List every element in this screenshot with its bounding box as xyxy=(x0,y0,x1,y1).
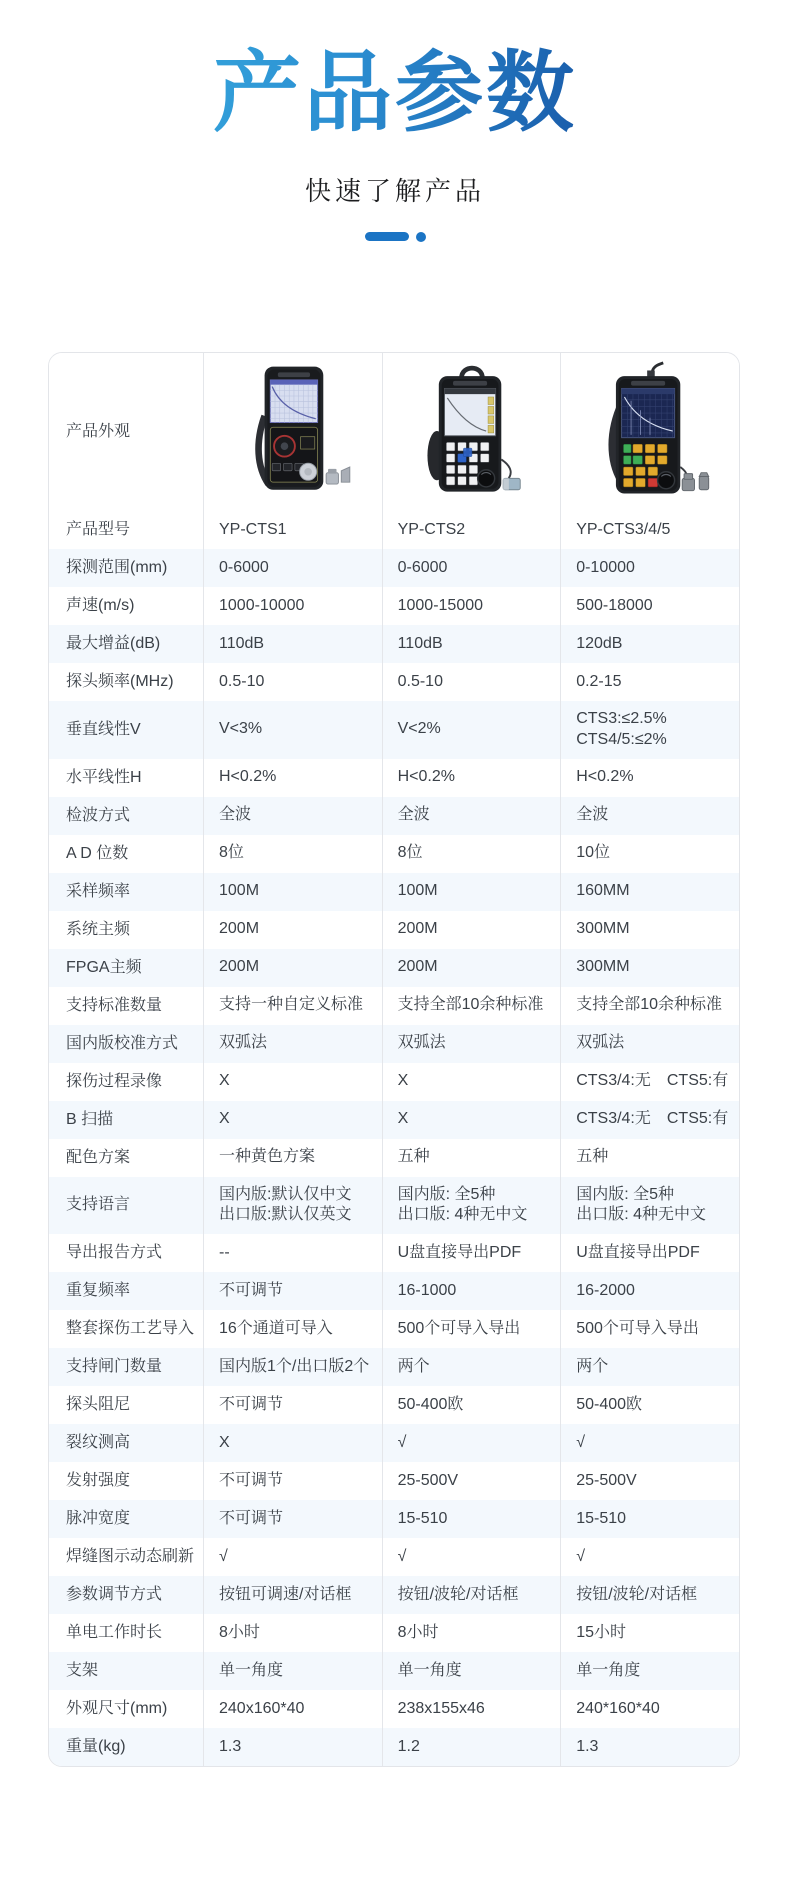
cell-value: 国内版: 全5种 出口版: 4种无中文 xyxy=(382,1177,561,1235)
cell-value: 240*160*40 xyxy=(560,1690,739,1728)
row-label: 重量(kg) xyxy=(66,1738,126,1756)
table-row xyxy=(49,1728,739,1766)
table-row xyxy=(49,1101,739,1139)
cell-value: 8位 xyxy=(382,835,561,873)
table-row xyxy=(49,949,739,987)
cell-value: 双弧法 xyxy=(382,1025,561,1063)
page-title: 产品参数 xyxy=(212,46,577,143)
cell-value: 一种黄色方案 xyxy=(203,1139,382,1177)
cell-value: 支持全部10余种标准 xyxy=(382,987,561,1025)
table-row xyxy=(49,1272,739,1310)
cell-value: CTS3/4:无 CTS5:有 xyxy=(560,1063,739,1101)
cell-value: 1.2 xyxy=(382,1728,561,1766)
row-label: 重复频率 xyxy=(66,1282,131,1300)
row-label: 支持标准数量 xyxy=(66,996,163,1014)
cell-value: 500个可导入导出 xyxy=(382,1310,561,1348)
table-row xyxy=(49,587,739,625)
yp-cts345-device-photo xyxy=(586,361,714,503)
cell-value: 国内版1个/出口版2个 xyxy=(203,1348,382,1386)
row-label: 声速(m/s) xyxy=(66,597,135,614)
row-label: 导出报告方式 xyxy=(66,1244,163,1262)
cell-value: 国内版:默认仅中文 出口版:默认仅英文 xyxy=(203,1177,382,1235)
cell-value: 1.3 xyxy=(560,1728,739,1766)
cell-value: 238x155x46 xyxy=(382,1690,561,1728)
cell-value: CTS3:≤2.5% CTS4/5:≤2% xyxy=(560,701,739,759)
row-label: 垂直线性V xyxy=(66,720,141,738)
row-label: 探测范围(mm) xyxy=(66,559,168,576)
page-subtitle: 快速了解产品 xyxy=(304,175,485,206)
cell-value: YP-CTS2 xyxy=(382,511,561,549)
row-label: 裂纹测高 xyxy=(66,1434,131,1452)
row-label: 脉冲宽度 xyxy=(66,1510,131,1528)
cell-value: 160MM xyxy=(560,873,739,911)
cell-value: 全波 xyxy=(203,797,382,835)
cell-value: 按钮/波轮/对话框 xyxy=(382,1576,561,1614)
cell-value: 全波 xyxy=(560,797,739,835)
cell-value: 按钮可调速/对话框 xyxy=(203,1576,382,1614)
row-label: 采样频率 xyxy=(66,882,131,900)
cell-value: 15-510 xyxy=(560,1500,739,1538)
row-label: 水平线性H xyxy=(66,768,142,786)
product-spec-table xyxy=(48,352,740,1767)
cell-value: 0-6000 xyxy=(382,549,561,587)
cell-value: H<0.2% xyxy=(203,759,382,797)
cell-value: H<0.2% xyxy=(382,759,561,797)
cell-value: 300MM xyxy=(560,911,739,949)
cell-value: 16个通道可导入 xyxy=(203,1310,382,1348)
row-label: A D 位数 xyxy=(66,844,129,862)
cell-value: 100M xyxy=(382,873,561,911)
cell-value: 200M xyxy=(382,949,561,987)
cell-value: √ xyxy=(560,1538,739,1576)
cell-value: X xyxy=(382,1101,561,1139)
cell-value: 双弧法 xyxy=(560,1025,739,1063)
row-label: 国内版校准方式 xyxy=(66,1034,179,1052)
table-row xyxy=(49,1500,739,1538)
cell-value: 1.3 xyxy=(203,1728,382,1766)
row-label: 支架 xyxy=(66,1662,99,1680)
cell-value: U盘直接导出PDF xyxy=(382,1234,561,1272)
row-label: 探头阻尼 xyxy=(66,1396,131,1414)
table-row xyxy=(49,987,739,1025)
cell-value: 0.5-10 xyxy=(203,663,382,701)
spec-rows-container xyxy=(49,511,739,1766)
table-row xyxy=(49,1025,739,1063)
table-row xyxy=(49,759,739,797)
cell-value: 不可调节 xyxy=(203,1500,382,1538)
cell-value: 0.2-15 xyxy=(560,663,739,701)
cell-value: 单一角度 xyxy=(203,1652,382,1690)
cell-value: √ xyxy=(382,1538,561,1576)
table-row xyxy=(49,1652,739,1690)
cell-value: 1000-15000 xyxy=(382,587,561,625)
table-row xyxy=(49,1386,739,1424)
table-row xyxy=(49,1614,739,1652)
cell-value: X xyxy=(203,1063,382,1101)
cell-value: 国内版: 全5种 出口版: 4种无中文 xyxy=(560,1177,739,1235)
cell-value: 200M xyxy=(382,911,561,949)
row-label: 最大增益(dB) xyxy=(66,635,161,652)
cell-value: CTS3/4:无 CTS5:有 xyxy=(560,1101,739,1139)
cell-value: 不可调节 xyxy=(203,1386,382,1424)
table-row xyxy=(49,1139,739,1177)
table-row xyxy=(49,701,739,759)
row-label: 产品型号 xyxy=(66,521,131,538)
cell-value: X xyxy=(382,1063,561,1101)
row-label: 支持闸门数量 xyxy=(66,1358,163,1376)
table-row xyxy=(49,625,739,663)
decoration-dash xyxy=(365,232,409,241)
cell-value: 双弧法 xyxy=(203,1025,382,1063)
table-row xyxy=(49,549,739,587)
table-row xyxy=(49,1424,739,1462)
cell-value: 0-6000 xyxy=(203,549,382,587)
product-photo-cell-cts345 xyxy=(560,353,739,511)
cell-value: 240x160*40 xyxy=(203,1690,382,1728)
cell-value: 100M xyxy=(203,873,382,911)
row-label: 焊缝图示动态刷新 xyxy=(66,1548,195,1566)
yp-cts2-device-photo xyxy=(407,361,535,503)
title-decoration xyxy=(0,232,790,242)
cell-value: √ xyxy=(203,1538,382,1576)
table-row xyxy=(49,1348,739,1386)
cell-value: 单一角度 xyxy=(382,1652,561,1690)
cell-value: 10位 xyxy=(560,835,739,873)
product-photo-cell-cts1 xyxy=(203,353,382,511)
cell-value: -- xyxy=(203,1234,382,1272)
row-label: FPGA主频 xyxy=(66,958,142,976)
table-row xyxy=(49,873,739,911)
table-row xyxy=(49,1310,739,1348)
cell-value: 500个可导入导出 xyxy=(560,1310,739,1348)
row-label: 支持语言 xyxy=(66,1196,131,1214)
cell-value: 120dB xyxy=(560,625,739,663)
cell-value: V<3% xyxy=(203,701,382,759)
row-label: 整套探伤工艺导入 xyxy=(66,1320,195,1338)
cell-value: 两个 xyxy=(382,1348,561,1386)
cell-value: 25-500V xyxy=(560,1462,739,1500)
table-row xyxy=(49,511,739,549)
cell-value: X xyxy=(203,1101,382,1139)
cell-value: X xyxy=(203,1424,382,1462)
row-label: 配色方案 xyxy=(66,1148,131,1166)
cell-value: 五种 xyxy=(382,1139,561,1177)
cell-value: √ xyxy=(382,1424,561,1462)
appearance-row xyxy=(49,353,739,511)
cell-value: 8小时 xyxy=(382,1614,561,1652)
table-row xyxy=(49,1063,739,1101)
row-label: B 扫描 xyxy=(66,1110,114,1128)
cell-value: 8位 xyxy=(203,835,382,873)
cell-value: 15小时 xyxy=(560,1614,739,1652)
table-row xyxy=(49,1462,739,1500)
page-header xyxy=(0,0,790,242)
cell-value: 16-1000 xyxy=(382,1272,561,1310)
table-row xyxy=(49,1690,739,1728)
cell-value: YP-CTS3/4/5 xyxy=(560,511,739,549)
product-photo-cell-cts2 xyxy=(382,353,561,511)
cell-value: 两个 xyxy=(560,1348,739,1386)
cell-value: 全波 xyxy=(382,797,561,835)
row-label: 探头频率(MHz) xyxy=(66,673,174,690)
row-label: 产品外观 xyxy=(66,423,131,440)
row-label: 探伤过程录像 xyxy=(66,1072,163,1090)
cell-value: 支持一种自定义标准 xyxy=(203,987,382,1025)
row-label: 检波方式 xyxy=(66,806,131,824)
yp-cts1-device-photo xyxy=(229,361,357,503)
cell-value: 8小时 xyxy=(203,1614,382,1652)
cell-value: 200M xyxy=(203,911,382,949)
table-row xyxy=(49,1177,739,1235)
table-row xyxy=(49,835,739,873)
cell-value: YP-CTS1 xyxy=(203,511,382,549)
table-row xyxy=(49,1576,739,1614)
table-row xyxy=(49,663,739,701)
cell-value: 50-400欧 xyxy=(382,1386,561,1424)
cell-value: 50-400欧 xyxy=(560,1386,739,1424)
decoration-dot-icon xyxy=(416,232,426,242)
cell-value: 15-510 xyxy=(382,1500,561,1538)
cell-value: 按钮/波轮/对话框 xyxy=(560,1576,739,1614)
cell-value: 0-10000 xyxy=(560,549,739,587)
cell-value: 110dB xyxy=(382,625,561,663)
cell-value: V<2% xyxy=(382,701,561,759)
cell-value: 支持全部10余种标准 xyxy=(560,987,739,1025)
table-row xyxy=(49,1538,739,1576)
cell-value: √ xyxy=(560,1424,739,1462)
cell-value: 500-18000 xyxy=(560,587,739,625)
cell-value: U盘直接导出PDF xyxy=(560,1234,739,1272)
cell-value: H<0.2% xyxy=(560,759,739,797)
cell-value: 不可调节 xyxy=(203,1462,382,1500)
cell-value: 0.5-10 xyxy=(382,663,561,701)
cell-value: 五种 xyxy=(560,1139,739,1177)
cell-value: 不可调节 xyxy=(203,1272,382,1310)
cell-value: 1000-10000 xyxy=(203,587,382,625)
table-row xyxy=(49,1234,739,1272)
cell-value: 200M xyxy=(203,949,382,987)
row-label: 外观尺寸(mm) xyxy=(66,1700,168,1718)
row-label: 发射强度 xyxy=(66,1472,131,1490)
cell-value: 110dB xyxy=(203,625,382,663)
table-row xyxy=(49,797,739,835)
cell-value: 单一角度 xyxy=(560,1652,739,1690)
row-label: 系统主频 xyxy=(66,920,131,938)
cell-value: 16-2000 xyxy=(560,1272,739,1310)
row-label: 参数调节方式 xyxy=(66,1586,163,1604)
table-row xyxy=(49,911,739,949)
cell-value: 25-500V xyxy=(382,1462,561,1500)
cell-value: 300MM xyxy=(560,949,739,987)
row-label: 单电工作时长 xyxy=(66,1624,163,1642)
